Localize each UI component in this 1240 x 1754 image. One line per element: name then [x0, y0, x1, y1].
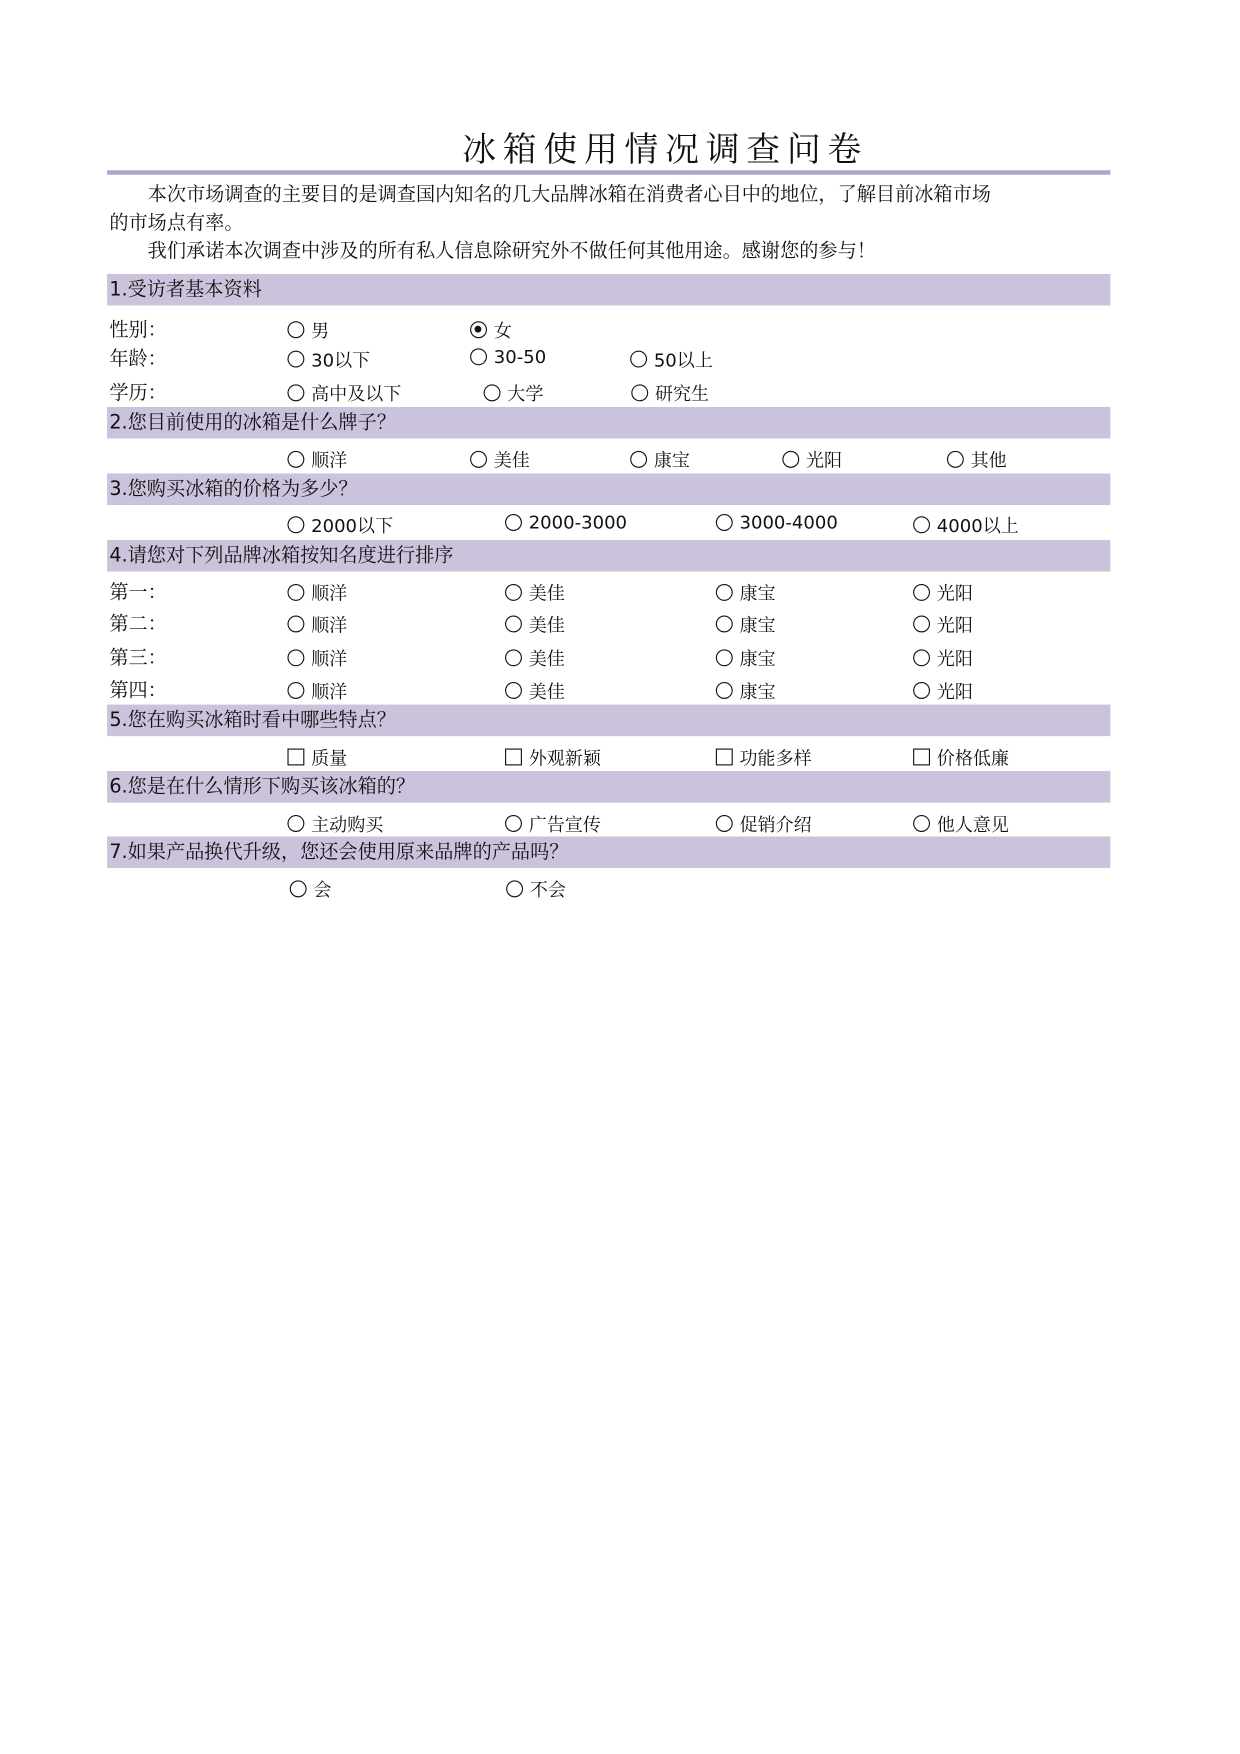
radio-option[interactable]	[287, 317, 329, 343]
option-label: 不会	[529, 879, 566, 901]
option-label: 光阳	[936, 614, 973, 636]
checkbox-icon[interactable]	[913, 749, 930, 766]
option-label: 顺洋	[311, 449, 348, 472]
radio-icon[interactable]	[470, 451, 487, 468]
radio-icon[interactable]	[716, 616, 733, 633]
radio-icon[interactable]	[716, 514, 733, 531]
option-label: 光阳	[936, 680, 973, 703]
checkbox-option[interactable]	[505, 744, 601, 770]
section-header: 1.受访者基本资料	[107, 274, 1110, 306]
option-label: 男	[311, 320, 330, 342]
option-label: 外观新颖	[528, 747, 601, 769]
radio-option[interactable]	[505, 512, 627, 533]
radio-option[interactable]	[484, 380, 544, 406]
row-label: 年龄：	[109, 348, 167, 371]
radio-icon[interactable]	[484, 384, 501, 401]
checkbox-icon[interactable]	[287, 749, 304, 766]
radio-option[interactable]	[470, 317, 512, 343]
option-label: 广告宣传	[528, 813, 601, 836]
option-label: 美佳	[493, 449, 530, 472]
radio-icon[interactable]	[716, 815, 733, 832]
row-label: 第四：	[109, 679, 167, 703]
option-label: 康宝	[739, 614, 776, 636]
radio-option[interactable]	[287, 446, 347, 472]
option-label: 会	[313, 879, 332, 901]
option-label: 顺洋	[311, 582, 348, 605]
option-label: 其他	[970, 449, 1007, 472]
option-label: 主动购买	[311, 813, 384, 836]
radio-icon[interactable]	[287, 384, 304, 401]
radio-option[interactable]	[716, 611, 776, 637]
option-label: 顺洋	[311, 648, 348, 670]
radio-icon[interactable]	[505, 682, 522, 699]
section-header: 6.您是在什么情形下购买该冰箱的？	[107, 771, 1110, 803]
radio-checked-icon[interactable]	[470, 321, 487, 338]
radio-icon[interactable]	[287, 682, 304, 699]
radio-icon[interactable]	[287, 321, 304, 338]
option-label: 4000以上	[936, 515, 1019, 537]
row-label: 第三：	[109, 647, 167, 670]
radio-icon[interactable]	[287, 649, 304, 666]
radio-option[interactable]	[505, 611, 565, 637]
section-header: 3.您购买冰箱的价格为多少？	[107, 473, 1110, 505]
radio-option[interactable]	[913, 611, 973, 637]
radio-icon[interactable]	[287, 516, 304, 533]
section-header: 4.请您对下列品牌冰箱按知名度进行排序	[107, 540, 1110, 572]
option-label: 光阳	[936, 648, 973, 670]
radio-option[interactable]	[716, 645, 776, 671]
radio-icon[interactable]	[716, 584, 733, 601]
radio-option[interactable]	[287, 512, 393, 538]
radio-icon[interactable]	[782, 451, 799, 468]
option-label: 2000-3000	[528, 511, 628, 534]
radio-icon[interactable]	[505, 815, 522, 832]
option-label: 50以上	[653, 349, 713, 371]
radio-option[interactable]	[630, 346, 713, 372]
radio-option[interactable]	[913, 678, 973, 704]
radio-option[interactable]	[505, 811, 601, 837]
option-label: 康宝	[653, 449, 690, 472]
radio-icon[interactable]	[287, 584, 304, 601]
option-label: 他人意见	[936, 813, 1009, 836]
radio-option[interactable]	[630, 446, 690, 472]
radio-icon[interactable]	[630, 451, 647, 468]
option-label: 3000-4000	[739, 511, 838, 534]
radio-option[interactable]	[287, 611, 347, 637]
option-label: 美佳	[528, 582, 565, 605]
row-label: 学历：	[109, 382, 167, 405]
option-label: 30以下	[311, 349, 371, 371]
radio-option[interactable]	[913, 811, 1009, 837]
checkbox-option[interactable]	[913, 744, 1009, 770]
section-header: 5.您在购买冰箱时看中哪些特点？	[107, 705, 1110, 737]
radio-option[interactable]	[913, 645, 973, 671]
row-label: 性别：	[109, 319, 167, 342]
option-label: 顺洋	[311, 680, 348, 703]
row-label: 第二：	[109, 613, 167, 636]
radio-option[interactable]	[290, 876, 332, 902]
radio-icon[interactable]	[505, 584, 522, 601]
option-label: 2000以下	[311, 515, 394, 537]
radio-icon[interactable]	[287, 815, 304, 832]
option-label: 大学	[507, 383, 544, 405]
checkbox-option[interactable]	[716, 744, 812, 770]
option-label: 光阳	[936, 582, 973, 605]
option-label: 美佳	[528, 680, 565, 703]
radio-icon[interactable]	[913, 815, 930, 832]
option-label: 研究生	[654, 383, 710, 405]
checkbox-icon[interactable]	[505, 749, 522, 766]
radio-icon[interactable]	[505, 514, 522, 531]
option-label: 价格低廉	[936, 747, 1009, 769]
radio-option[interactable]	[287, 346, 370, 372]
radio-option[interactable]	[716, 678, 776, 704]
radio-option[interactable]	[913, 579, 973, 605]
radio-option[interactable]	[505, 645, 565, 671]
radio-option[interactable]	[913, 512, 1019, 538]
radio-option[interactable]	[287, 645, 347, 671]
radio-icon[interactable]	[470, 348, 487, 365]
intro-line: 本次市场调查的主要目的是调查国内知名的几大品牌冰箱在消费者心目中的地位，了解目前冰箱市场	[109, 183, 991, 207]
radio-option[interactable]	[947, 446, 1007, 472]
section-header: 7.如果产品换代升级，您还会使用原来品牌的产品吗？	[107, 836, 1110, 868]
radio-option[interactable]	[716, 579, 776, 605]
radio-icon[interactable]	[290, 880, 307, 897]
radio-option[interactable]	[470, 446, 530, 472]
radio-icon[interactable]	[716, 649, 733, 666]
intro-line: 的市场点有率。	[109, 211, 244, 235]
radio-icon[interactable]	[505, 616, 522, 633]
radio-icon[interactable]	[506, 880, 523, 897]
option-label: 顺洋	[311, 614, 348, 636]
radio-icon[interactable]	[913, 682, 930, 699]
radio-option[interactable]	[782, 446, 842, 472]
radio-icon[interactable]	[505, 649, 522, 666]
option-label: 康宝	[739, 582, 776, 605]
radio-icon[interactable]	[716, 682, 733, 699]
option-label: 功能多样	[739, 747, 812, 769]
radio-icon[interactable]	[287, 616, 304, 633]
option-label: 康宝	[739, 680, 776, 703]
radio-option[interactable]	[287, 380, 401, 406]
radio-option[interactable]	[505, 678, 565, 704]
option-label: 美佳	[528, 648, 565, 670]
option-label: 促销介绍	[739, 813, 812, 836]
radio-option[interactable]	[287, 579, 347, 605]
radio-option[interactable]	[505, 579, 565, 605]
option-label: 康宝	[739, 648, 776, 670]
option-label: 30-50	[493, 346, 547, 368]
option-label: 女	[493, 320, 512, 342]
radio-icon[interactable]	[913, 616, 930, 633]
radio-icon[interactable]	[913, 649, 930, 666]
radio-option[interactable]	[470, 346, 546, 367]
option-label: 美佳	[528, 614, 565, 636]
radio-icon[interactable]	[287, 451, 304, 468]
radio-option[interactable]	[716, 811, 812, 837]
intro-line: 我们承诺本次调查中涉及的所有私人信息除研究外不做任何其他用途。感谢您的参与！	[109, 240, 876, 263]
page-title: 冰箱使用情况调查问卷	[462, 130, 869, 171]
option-label: 质量	[311, 747, 348, 769]
radio-icon[interactable]	[947, 451, 964, 468]
radio-option[interactable]	[287, 811, 383, 837]
row-label: 第一：	[109, 581, 167, 605]
radio-icon[interactable]	[287, 351, 304, 368]
title-divider	[107, 170, 1110, 175]
checkbox-icon[interactable]	[716, 749, 733, 766]
radio-icon[interactable]	[631, 384, 648, 401]
section-header: 2.您目前使用的冰箱是什么牌子？	[107, 407, 1110, 439]
checkbox-option[interactable]	[287, 744, 347, 770]
radio-icon[interactable]	[913, 584, 930, 601]
radio-option[interactable]	[287, 678, 347, 704]
radio-option[interactable]	[631, 380, 709, 406]
radio-option[interactable]	[716, 512, 838, 533]
radio-icon[interactable]	[630, 351, 647, 368]
option-label: 光阳	[806, 449, 843, 472]
option-label: 高中及以下	[311, 383, 402, 405]
radio-option[interactable]	[506, 876, 566, 902]
radio-icon[interactable]	[913, 516, 930, 533]
